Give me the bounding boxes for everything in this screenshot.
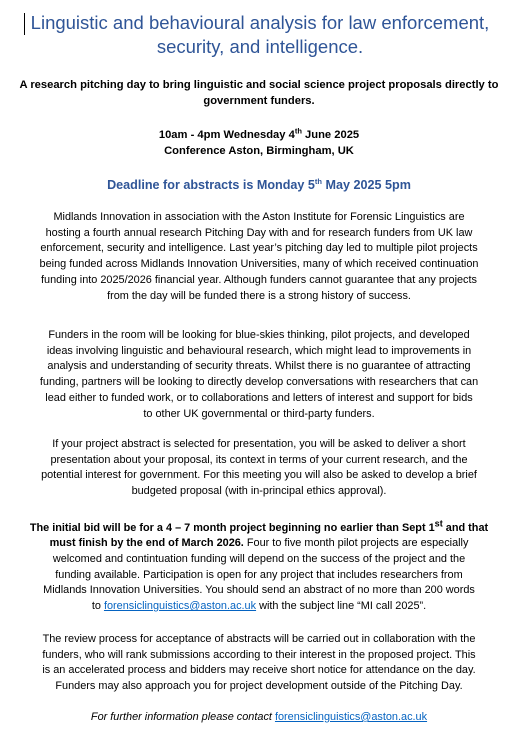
title-line-2: security, and intelligence. <box>156 36 364 57</box>
intro-line: funding into 2025/2026 financial year. Although funders cannot guarantee that any projects <box>41 273 477 286</box>
title-line-1: Linguistic and behavioural analysis for law enforcement, <box>30 12 490 33</box>
funders-line: analysis and understanding of security threats. Whilst there is no guarantee of attracting <box>47 360 471 373</box>
review-line: funders, who will rank submissions according to their interest in the proposed project. This <box>42 648 476 661</box>
funders-line: ideas involving linguistic and behavioural research, which might lead to improvements in <box>46 344 472 357</box>
review-line: is an accelerated process and bidders may receive short notice for attendance on the day. <box>42 664 476 677</box>
funders-line: Funders in the room will be looking for blue-skies thinking, pilot projects, and developed <box>48 329 470 341</box>
email-link[interactable]: forensiclinguistics@aston.ac.uk <box>103 600 257 613</box>
presentation-line: potential interest for government. For this meeting you will also be asked to develop a brief <box>41 469 477 482</box>
bid-line: Four to five month pilot projects are especially <box>243 537 469 550</box>
subtitle-line-1: A research pitching day to bring linguistic and social science project proposals directly to <box>19 79 499 91</box>
deadline-text: Deadline for abstracts is Monday 5 <box>107 178 315 192</box>
review-line: The review process for acceptance of abstracts will be carried out in collaboration with the <box>42 633 476 645</box>
funders-paragraph <box>10 328 508 422</box>
event-details <box>10 127 508 159</box>
contact-email-link[interactable]: forensiclinguistics@aston.ac.uk <box>274 711 428 723</box>
deadline-heading <box>10 176 508 194</box>
event-time <box>158 126 360 141</box>
presentation-paragraph <box>10 437 508 500</box>
presentation-line: presentation about your proposal, its context in terms of your current research, and the <box>50 453 468 466</box>
bid-terms-text: The initial bid will be for a 4 – 7 month project beginning no earlier than Sept 1 <box>29 521 435 534</box>
intro-line: from the day will be funded there is a strong history of success. <box>107 289 411 302</box>
subtitle-line-2: government funders. <box>203 95 315 107</box>
event-time-month: June 2025 <box>301 129 360 141</box>
event-time-ordinal: th <box>294 126 302 136</box>
review-line: Funders may also approach you for project development outside of the Pitching Day. <box>55 680 463 693</box>
contact-footer <box>10 710 508 726</box>
bid-line: funding available. Participation is open for any project that includes researchers from <box>55 568 463 581</box>
funders-line: funding, partners will be looking to directly develop conversations with researchers that can <box>39 376 479 389</box>
bid-line: Midlands Innovation Universities. You should send an abstract of no more than 200 words <box>43 584 475 597</box>
review-paragraph <box>10 632 508 695</box>
bid-terms-tail: and that <box>442 521 489 534</box>
bid-line: to <box>91 600 104 613</box>
bid-terms-bold <box>29 518 489 534</box>
intro-line: enforcement, security and intelligence. Last year’s pitching day led to multiple pilot projects <box>40 242 478 255</box>
subtitle <box>10 77 508 109</box>
intro-line: being funded across Midlands Innovation Universities, many of which received continuation <box>39 258 479 271</box>
bid-terms-ordinal: st <box>434 518 443 528</box>
bid-line: with the subject line “MI call 2025”. <box>256 600 427 613</box>
bid-paragraph <box>10 516 508 615</box>
event-time-text: 10am - 4pm Wednesday 4 <box>158 129 295 141</box>
bid-deadline-bold: must finish by the end of March 2026. <box>49 537 244 550</box>
presentation-line: If your project abstract is selected for presentation, you will be asked to deliver a short <box>52 438 466 450</box>
presentation-line: budgeted proposal (with in-principal ethics approval). <box>131 485 387 498</box>
funders-line: to other UK governmental or third-party funders. <box>143 407 375 420</box>
contact-text: For further information please contact <box>90 711 275 723</box>
bid-line: welcomed and contintuation funding will depend on the success of the project and the <box>52 553 466 566</box>
funders-line: lead either to funded work, or to collaborations and letters of interest and support for bids <box>45 391 473 404</box>
deadline-date: May 2025 5pm <box>322 178 411 192</box>
page-title <box>14 11 506 59</box>
event-venue: Conference Aston, Birmingham, UK <box>164 145 354 157</box>
deadline-ordinal: th <box>314 176 323 186</box>
intro-line: hosting a fourth annual research Pitching Day with and for research funders from UK law <box>45 226 473 239</box>
intro-line: Midlands Innovation in association with the Aston Institute for Forensic Linguistics are <box>53 211 465 223</box>
intro-paragraph <box>10 210 508 304</box>
